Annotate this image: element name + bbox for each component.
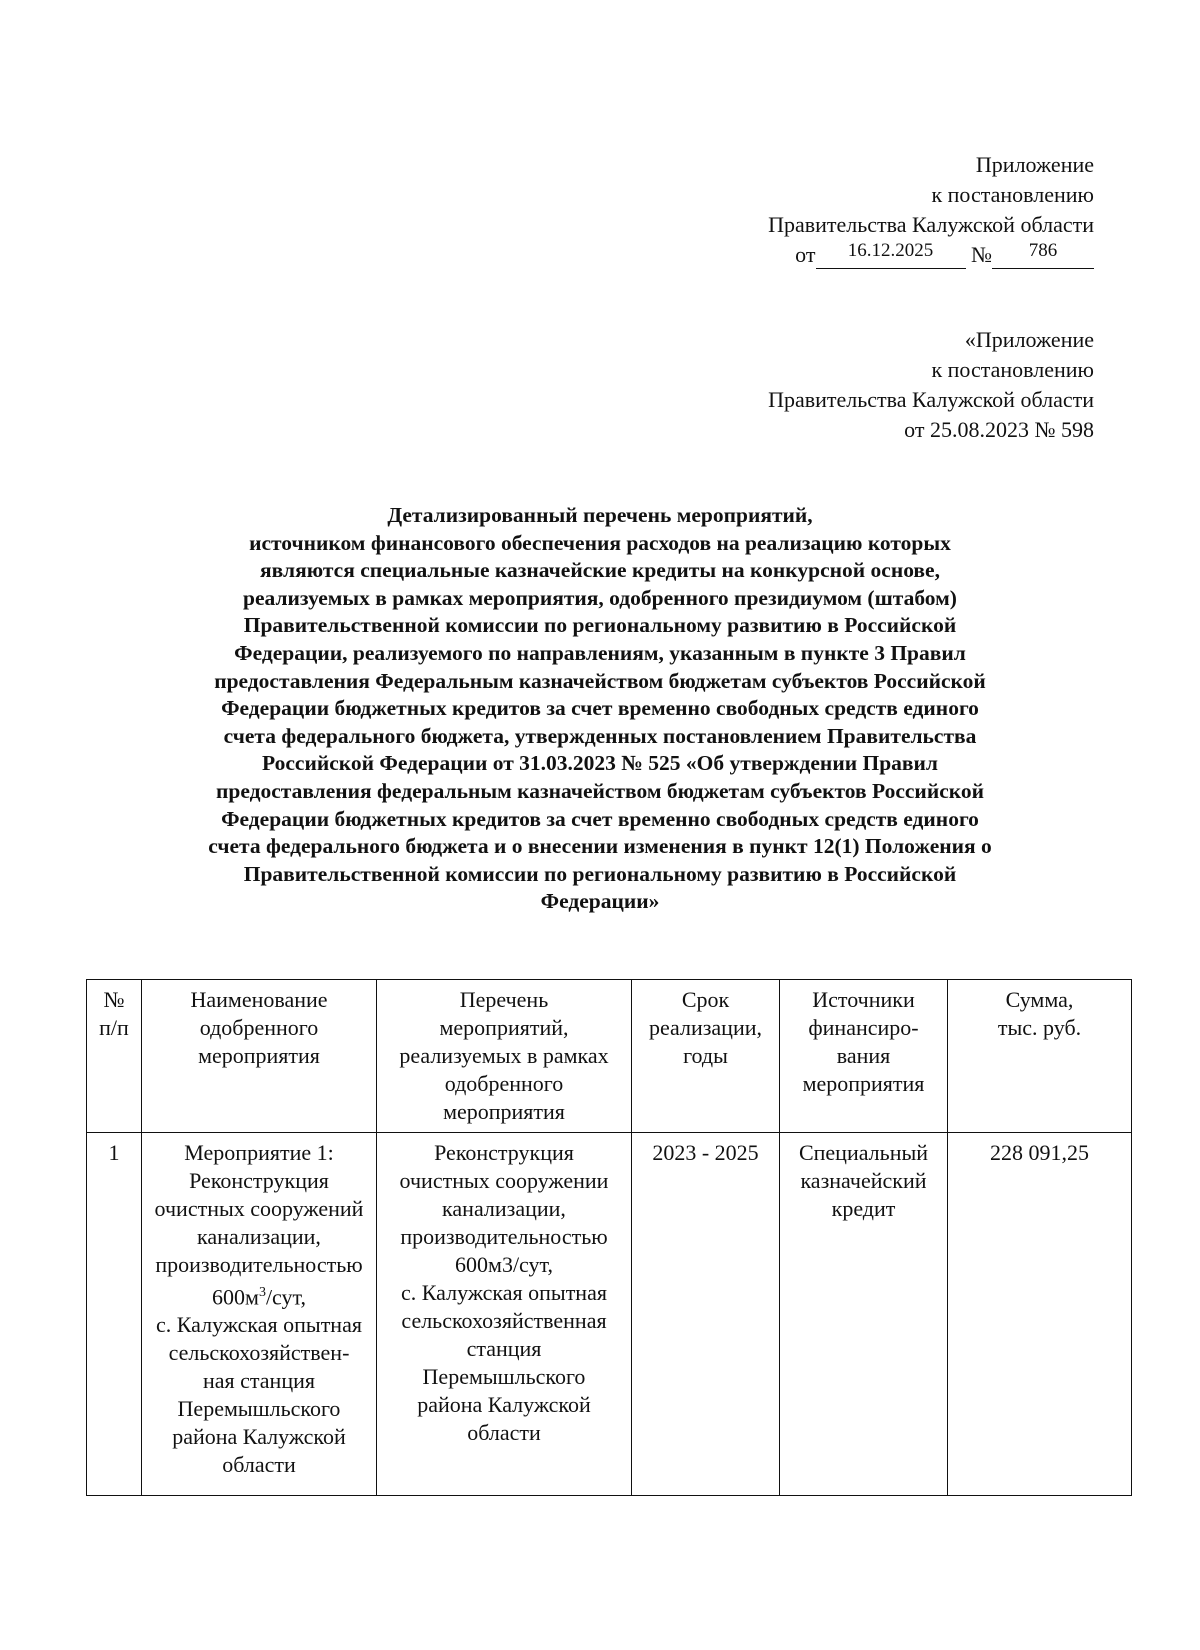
cubic-superscript: 3 bbox=[258, 1285, 266, 1300]
title-line: Правительственной комиссии по региональному развитию в Российской bbox=[243, 861, 957, 886]
resolution-date: 16.12.2025 bbox=[847, 240, 934, 261]
header-funding-source: Источники финансиро- вания мероприятия bbox=[780, 980, 948, 1133]
header-number: № п/п bbox=[87, 980, 142, 1133]
approval-stamp-current bbox=[768, 150, 1094, 270]
prior-appendix-label: «Приложение bbox=[964, 327, 1094, 352]
cell-measures-list: Реконструкция очистных сооружении канализации, производительностью 600м3/сут, с. Калужская опытная сельскохозяйственная станция Перемышльского района Калужской области bbox=[377, 1133, 632, 1496]
header-measure-name: Наименование одобренного мероприятия bbox=[142, 980, 377, 1133]
header-term: Срок реализации, годы bbox=[632, 980, 780, 1133]
prior-resolution-label: к постановлению bbox=[931, 357, 1094, 382]
approval-stamp-prior bbox=[768, 325, 1094, 445]
title-line: предоставления федеральным казначейством бюджетам субъектов Российской bbox=[216, 778, 984, 803]
number-label: № bbox=[971, 242, 992, 267]
cell-term: 2023 - 2025 bbox=[632, 1133, 780, 1496]
title-line: счета федерального бюджета, утвержденных постановлением Правительства bbox=[223, 723, 977, 748]
prior-government-label: Правительства Калужской области bbox=[768, 387, 1094, 412]
resolution-number: 786 bbox=[1028, 240, 1058, 261]
title-line: Федерации бюджетных кредитов за счет временно свободных средств единого bbox=[221, 696, 979, 721]
approval-government-label: Правительства Калужской области bbox=[768, 212, 1094, 237]
from-label: от bbox=[795, 242, 816, 267]
document-title bbox=[140, 502, 1060, 916]
title-line: источником финансового обеспечения расходов на реализацию которых bbox=[249, 530, 951, 555]
title-line: счета федерального бюджета и о внесении изменения в пункт 12(1) Положения о bbox=[208, 834, 992, 859]
title-line: Федерации бюджетных кредитов за счет временно свободных средств единого bbox=[221, 806, 979, 831]
table-row bbox=[87, 1133, 1132, 1496]
measures-table bbox=[86, 979, 1132, 1496]
title-line: Правительственной комиссии по региональному развитию в Российской bbox=[243, 613, 957, 638]
header-measures-list: Перечень мероприятий, реализуемых в рамках одобренного мероприятия bbox=[377, 980, 632, 1133]
cell-funding-source: Специальный казначейский кредит bbox=[780, 1133, 948, 1496]
title-line: Федерации» bbox=[540, 889, 660, 914]
cell-amount: 228 091,25 bbox=[948, 1133, 1132, 1496]
prior-date-number: от 25.08.2023 № 598 bbox=[904, 417, 1094, 442]
title-line: предоставления Федеральным казначейством бюджетам субъектов Российской bbox=[214, 668, 986, 693]
cell-measure-name: Мероприятие 1: Реконструкция очистных сооружений канализации, производительностью $600м^3$/сут, с. Калужская опытная сельскохозяйствен- ная станция Перемышльского района Калужской области bbox=[142, 1133, 377, 1496]
capacity-line: $600м^3$/сут, bbox=[212, 1284, 306, 1310]
title-line: Детализированный перечень мероприятий, bbox=[387, 503, 813, 527]
title-line: Российской Федерации от 31.03.2023 № 525 «Об утверждении Правил bbox=[262, 751, 938, 776]
header-amount: Сумма, тыс. руб. bbox=[948, 980, 1132, 1133]
title-line: Федерации, реализуемого по направлениям, указанным в пункте 3 Правил bbox=[234, 640, 966, 665]
number-blank bbox=[992, 240, 1094, 269]
title-line: реализуемых в рамках мероприятия, одобренного президиумом (штабом) bbox=[243, 585, 957, 610]
title-line: являются специальные казначейские кредиты на конкурсной основе, bbox=[260, 558, 940, 583]
approval-date-number-line bbox=[768, 240, 1094, 270]
table-header-row bbox=[87, 980, 1132, 1133]
approval-resolution-label: к постановлению bbox=[931, 182, 1094, 207]
cell-number: 1 bbox=[87, 1133, 142, 1496]
date-blank bbox=[816, 240, 966, 269]
approval-appendix-label: Приложение bbox=[975, 152, 1094, 177]
